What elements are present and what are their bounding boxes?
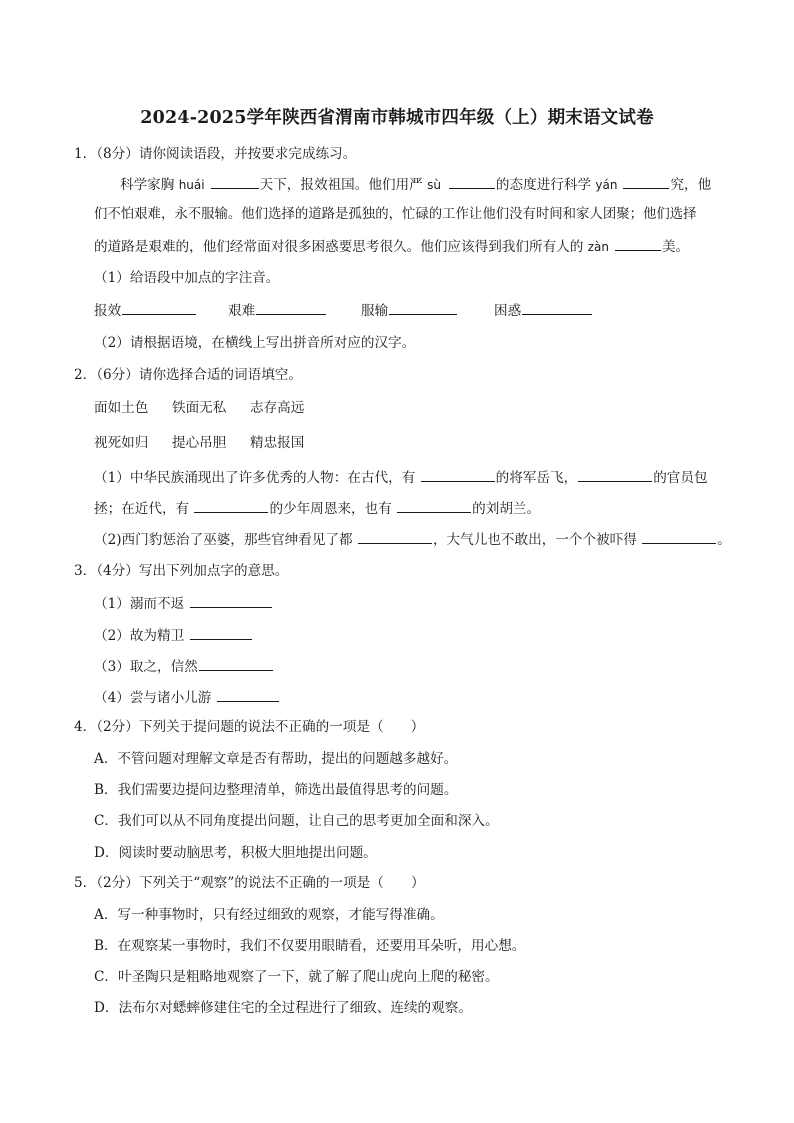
q1-sub2: （2）请根据语境，在横线上写出拼音所对应的汉字。: [94, 335, 416, 351]
q5-option-a[interactable]: A．写一种事物时，只有经过细致的观察，才能写得准确。: [94, 907, 444, 923]
blank-phonetic-3[interactable]: [389, 301, 457, 315]
blank-phonetic-4[interactable]: [522, 301, 592, 315]
q4-option-d[interactable]: D．阅读时要动脑思考，积极大胆地提出问题。: [94, 845, 377, 861]
q3-item-4: （4）尝与诸小儿游: [94, 688, 280, 707]
blank-zan[interactable]: [615, 237, 661, 251]
q1-passage-line-3: 的道路是艰难的，他们经常面对很多困惑要思考很久。他们应该得到我们所有人的 zàn 美。: [94, 239, 690, 255]
q2-word-3: 志存高远: [250, 400, 305, 416]
q4-heading: 4．（2分）下列关于提问题的说法不正确的一项是（ ）: [74, 719, 425, 735]
q4-option-a[interactable]: A．不管问题对理解文章是否有帮助，提出的问题越多越好。: [94, 751, 458, 767]
pinyin-zan: zàn: [587, 240, 609, 254]
q5-option-c[interactable]: C．叶圣陶只是粗略地观察了一下，就了解了爬山虎向上爬的秘密。: [94, 969, 499, 985]
q2-sentence-1-line-2: 拯；在近代，有 的少年周恩来，也有 的刘胡兰。: [94, 501, 541, 517]
q5-heading: 5．（2分）下列关于“观察”的说法不正确的一项是（ ）: [74, 875, 425, 891]
q2-heading: 2．（6分）请你选择合适的词语填空。: [74, 367, 302, 383]
q2-word-5: 提心吊胆: [172, 435, 227, 451]
blank-q3-2[interactable]: [190, 626, 252, 640]
q4-option-c[interactable]: C．我们可以从不同角度提出问题，让自己的思考更加全面和深入。: [94, 813, 499, 829]
blank-q2-5[interactable]: [358, 530, 432, 544]
q2-word-6: 精忠报国: [250, 435, 305, 451]
pinyin-huai: huái: [178, 178, 205, 192]
q1-passage-line-1: 科学家胸 huái 天下，报效祖国。他们用严 sù 的态度进行科学 yán 究，他: [120, 177, 712, 193]
blank-q3-3[interactable]: [199, 657, 273, 671]
q2-word-4: 视死如归: [94, 435, 149, 451]
q3-heading: 3．（4分）写出下列加点字的意思。: [74, 563, 289, 579]
blank-phonetic-2[interactable]: [256, 301, 326, 315]
pinyin-yan: yán: [595, 178, 618, 192]
blank-phonetic-1[interactable]: [122, 301, 196, 315]
q1-phonetic-word-3: 服输: [361, 301, 458, 320]
blank-q3-1[interactable]: [190, 594, 272, 608]
q1-heading: 1．（8分）请你阅读语段，并按要求完成练习。: [74, 146, 357, 162]
q5-option-d[interactable]: D．法布尔对蟋蟀修建住宅的全过程进行了细致、连续的观察。: [94, 1000, 472, 1016]
q3-item-2: （2）故为精卫: [94, 626, 253, 645]
q2-word-2: 铁面无私: [172, 400, 227, 416]
q5-option-b[interactable]: B．在观察某一事物时，我们不仅要用眼睛看，还要用耳朵听，用心想。: [94, 938, 526, 954]
q1-phonetic-word-2: 艰难: [228, 301, 327, 320]
q1-passage-line-2: 们不怕艰难，永不服输。他们选择的道路是孤独的，忙碌的工作让他们没有时间和家人团聚；他们选择: [94, 207, 697, 222]
q4-option-b[interactable]: B．我们需要边提问边整理清单，筛选出最值得思考的问题。: [94, 782, 458, 798]
pinyin-su: sù: [427, 178, 441, 192]
q1-sub1: （1）给语段中加点的字注音。: [94, 270, 280, 286]
blank-q2-1[interactable]: [421, 468, 495, 482]
blank-q2-4[interactable]: [397, 499, 471, 513]
q2-sentence-2: （2)西门豹惩治了巫婆，那些官绅看见了都 ，大气儿也不敢出，一个个被吓得 。: [94, 532, 731, 548]
q1-phonetic-word-4: 困惑: [494, 301, 593, 320]
blank-q2-2[interactable]: [578, 468, 652, 482]
q1-phonetic-word-1: 报效: [94, 301, 197, 320]
q2-word-1: 面如土色: [94, 400, 149, 416]
q3-item-1: （1）溺而不返: [94, 594, 273, 613]
blank-q2-3[interactable]: [194, 499, 268, 513]
blank-yan[interactable]: [623, 175, 669, 189]
exam-title: 2024-2025学年陕西省渭南市韩城市四年级（上）期末语文试卷: [140, 108, 654, 128]
q3-item-3: （3）取之，信然: [94, 657, 274, 676]
blank-su[interactable]: [449, 175, 495, 189]
blank-q3-4[interactable]: [217, 688, 279, 702]
blank-huai[interactable]: [211, 175, 259, 189]
blank-q2-6[interactable]: [642, 530, 716, 544]
q2-sentence-1-line-1: （1）中华民族涌现出了许多优秀的人物：在古代，有 的将军岳飞， 的官员包: [94, 470, 708, 486]
